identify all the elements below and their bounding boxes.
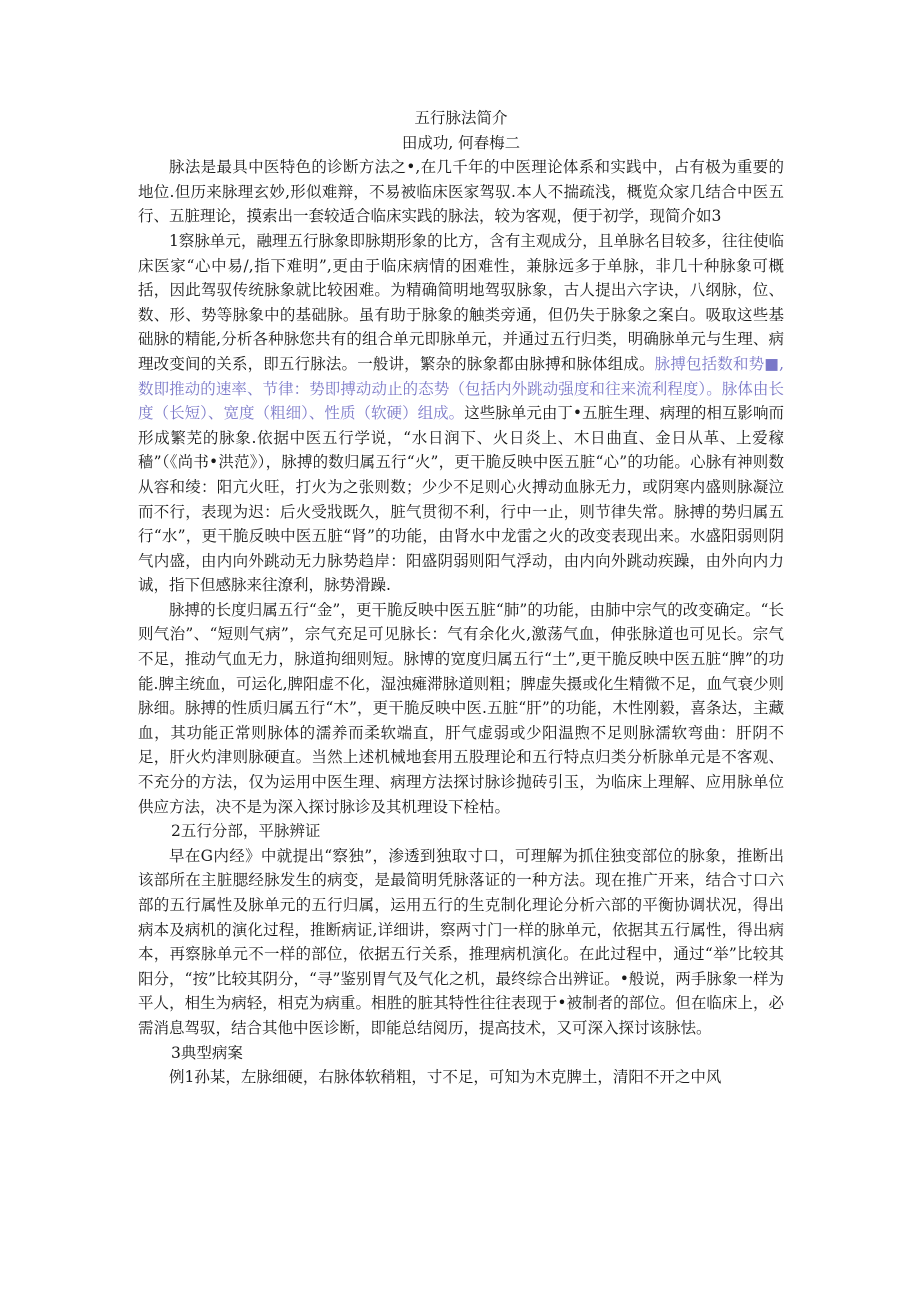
section2-heading: 2五行分部，平脉辨证 (171, 822, 321, 841)
document-authors: 田成功, 何春梅二 (401, 133, 521, 152)
document-page (138, 100, 784, 1090)
section1-paragraph (138, 229, 784, 598)
section1-text-end: 这些脉单元由丁•五脏生理、病理的相互影响而形成繁芜的脉象.依据中医五行学说，“水日润下、火日炎上、木日曲直、金日从革、上爱稼穑”（《尚书•洪范》），脉搏的数归属五行“火”，更干脆反映中医五脏“心”的功能。心脉有神则数从容和绫：阳亢火旺，打火为之张则数；少少不足则心火搏动血脉无力，或阴寒内盛则脉凝泣而不行，表现为迟：后火受戕既久，脏气贯彻不利，行中一止，则节律失常。脉搏的势归属五行“水”，更干脆反映中医五脏“肾”的功能，由肾水中龙雷之火的改变表现出来。水盛阳弱则阴气内盛，由内向外跳动无力脉势趋岸：阳盛阴弱则阳气浮动，由内向外跳动疾躁，由外向内力诚，指下但感脉来往潦利，脉势滑躁. (138, 404, 784, 595)
section1-highlighted-text: 脉搏包括数和势■,数即推动的速率、节律：势即搏动动止的态势（包括内外跳动强度和往来流利程度）。脉体由长度（长短）、宽度（粗细）、性质（软硬）组成。 (138, 354, 784, 423)
intro-paragraph: 脉法是最具中医特色的诊断方法之•,在几千年的中医理论体系和实践中，占有极为重要的地位.但历来脉理玄妙,形似难辩，不易被临床医家驾驭.本人不揣疏浅，概览众家几结合中医五行、五脏理论，摸索出一套较适合临床实践的脉法，较为客观，便于初学，现简介如3 (138, 158, 784, 226)
section2-paragraph: 早在G内经》中就提出“察独”，渗透到独取寸口，可理解为抓住独变部位的脉象，推断出该部所在主脏腮经脉发生的病变，是最简明凭脉落证的一种方法。现在推广开来，结合寸口六部的五行属性及脉单元的五行归属，运用五行的生克制化理论分析六部的平衡协调状况，得出病本及病机的演化过程，推断病证,详细讲，察两寸门一样的脉单元，依据其五行属性，得出病本，再察脉单元不一样的部位，依据五行关系，推理病机演化。在此过程中，通过“举”比较其阳分，“按”比较其阴分，“寻”鉴别胃气及气化之机，最终综合出辨证。•般说，两手脉象一样为平人，相生为病轻，相克为病重。相胜的脏其特性往往表现于•被制者的部位。但在临床上，必需消息驾驭，结合其他中医诊断，即能总结阅历，提高技术，又可深入探讨该脉怯。 (138, 846, 784, 1037)
section3-heading: 3典型病案 (171, 1043, 243, 1062)
document-title: 五行脉法简介 (414, 109, 508, 127)
section1-text-start: 1察脉单元，融理五行脉象即脉期形象的比方，含有主观成分，且单脉名目较多，往往使临床医家“心中易/,指下难明”,更由于临床病情的困难性，兼脉远多于单脉，非几十种脉象可概括，因此驾驭传统脉象就比较困难。为精确简明地驾驭脉象，古人提出六字诀，八纲脉，位、数、形、势等脉象中的基础脉。虽有助于脉象的触类旁通，但仍失于脉象之案白。吸取这些基础脉的精能,分析各种脉您共有的组合单元即脉单元，并通过五行归类，明确脉单元与生理、病理改变间的关系，即五行脉法。一般讲，繁杂的脉象都由脉搏和脉体组成。 (138, 231, 784, 373)
section3-paragraph: 例1孙某，左脉细硬，右脉体软稍粗，寸不足，可知为木克脾土，清阳不开之中风 (169, 1068, 722, 1087)
section1-paragraph-2: 脉搏的长度归属五行“金”，更干脆反映中医五脏“肺”的功能，由肺中宗气的改变确定。“长则气治”、“短则气病”，宗气充足可见脉长：气有余化火,激荡气血，伸张脉道也可见长。宗气不足，推动气血无力，脉道拘细则短。脉博的宽度归属五行“土”,更干脆反映中医五脏“脾”的功能.脾主统血，可运化,脾阳虚不化，湿浊瘫滞脉道则粗；脾虚失摄或化生精微不足，血气衰少则脉细。脉搏的性质归属五行“木”，更干脆反映中医.五脏“肝”的功能，木性刚毅，喜条达，主藏血，其功能正常则脉体的濡养而柔软端直，肝气虚弱或少阳温煦不足则脉濡软弯曲：肝阴不足，肝火灼津则脉硬直。当然上述机械地套用五股理论和五行特点归类分析脉单元是不客观、不充分的方法，仅为运用中医生理、病理方法探讨脉诊抛砖引玉，为临床上理解、应用脉单位供应方法，决不是为深入探讨脉诊及其机理设下栓枯。 (138, 600, 784, 816)
